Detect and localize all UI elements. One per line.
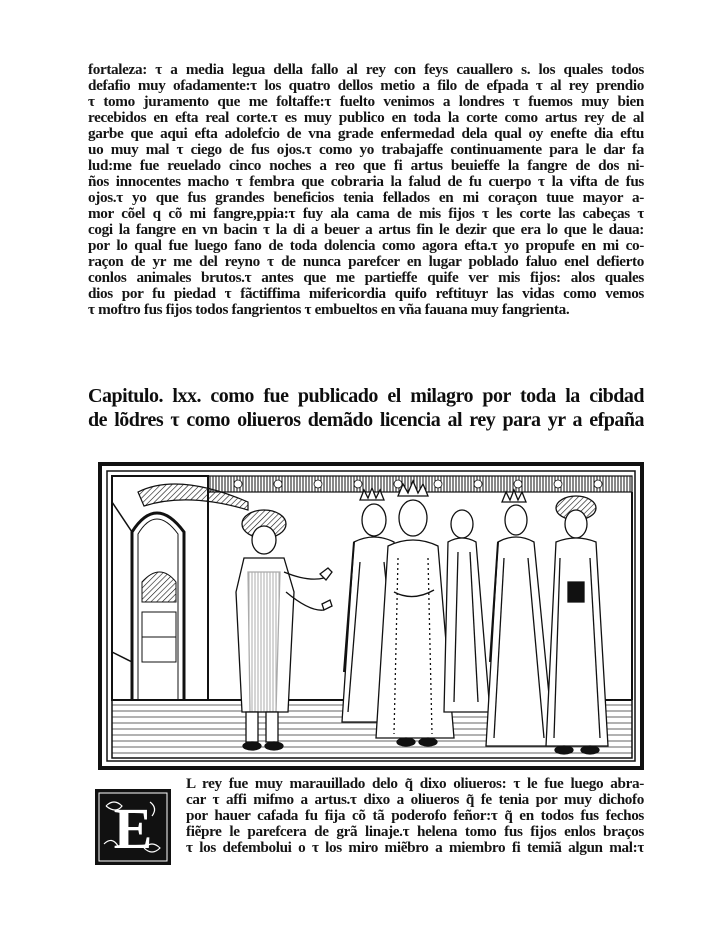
initial-letter: E [113, 796, 153, 861]
text-line: τ moftro fus fijos todos fangrientos τ embueltos en vña fauana muy fangrienta. [88, 302, 570, 318]
text-line: recebidos en efta real corte.τ es muy publico en toda la corte como artus rey de al [88, 110, 644, 126]
text-line: garbe que aqui efta adolefcio de vna grade enfermedad dela qual oy enefte dia eftu [88, 126, 644, 142]
text-line: raçon de yr me del reyno τ de nunca parefcer en lugar poblado faluo enel defierto [88, 254, 644, 270]
heading-line: de lõdres τ como oliueros demãdo licencia al rey para yr a efpaña [88, 409, 644, 431]
text-line: por lo qual fue luego fano de toda dolencia como agora efta.τ yo propufe en mi co- [88, 238, 644, 254]
text-line: ojos.τ yo que fus grandes beneficios tenia fellados en mi coraçon tuue mayor a- [88, 190, 644, 206]
text-line: L rey fue muy marauillado delo q̃ dixo oliueros: τ le fue luego abra- [186, 776, 644, 792]
text-line: car τ affi mifmo a artus.τ dixo a oliueros q̃ fe tenia por muy dichofo [186, 792, 644, 808]
text-line: cogi la fangre en vn bacin τ la di a beuer a artus fin le dezir que era lo que le daua: [88, 222, 644, 238]
text-line: dios por fu piedad τ fãctiffima mifericordia quifo reftituyr las vidas como vemos [88, 286, 644, 302]
body-paragraph-2 [186, 776, 644, 856]
initial-letter-image [94, 788, 172, 866]
text-line: fortaleza: τ a media legua della fallo al rey con feys cauallero s. los quales todos [88, 62, 644, 78]
decorated-initial [94, 788, 172, 866]
chapter-heading [88, 384, 644, 432]
text-line: defafio muy ofadamente:τ los quatro dellos metio a filo de efpada τ al rey prendio [88, 78, 644, 94]
text-line: τ los defembolui o τ los miro miẽbro a miembro fi temiã algun mal:τ [186, 840, 644, 856]
text-line: mor cõel q cõ mi fangre,ppia:τ fuy ala cama de mis fijos τ les corte las cabeças τ [88, 206, 644, 222]
text-line: fiẽpre le parefcera de grã linaje.τ helena tomo fus fijos enlos braços [186, 824, 644, 840]
text-line: ños innocentes macho τ fembra que cobraria la falud de fu cuerpo τ la vifta de fus [88, 174, 644, 190]
woodcut-image [98, 462, 644, 770]
body-paragraph-1 [88, 62, 644, 318]
heading-line: Capitulo. lxx. como fue publicado el milagro por toda la cibdad [88, 385, 644, 407]
text-line: τ tomo juramento que me foltaffe:τ fuelto venimos a londres τ fuemos muy bien [88, 94, 644, 110]
woodcut-illustration [98, 462, 644, 770]
text-line: por hauer cafada fu fija cõ tã poderofo feñor:τ q̃ en todos fus fechos [186, 808, 644, 824]
text-line: lud:me fue reuelado cinco noches a reo que fi artus beuieffe la fangre de dos ni- [88, 158, 644, 174]
text-line: conlos animales brutos.τ antes que me partieffe quife ver mis fijos: alos quales [88, 270, 644, 286]
text-line: uo muy mal τ ciego de fus ojos.τ como yo trabajaffe continuamente para le dar fa [88, 142, 644, 158]
